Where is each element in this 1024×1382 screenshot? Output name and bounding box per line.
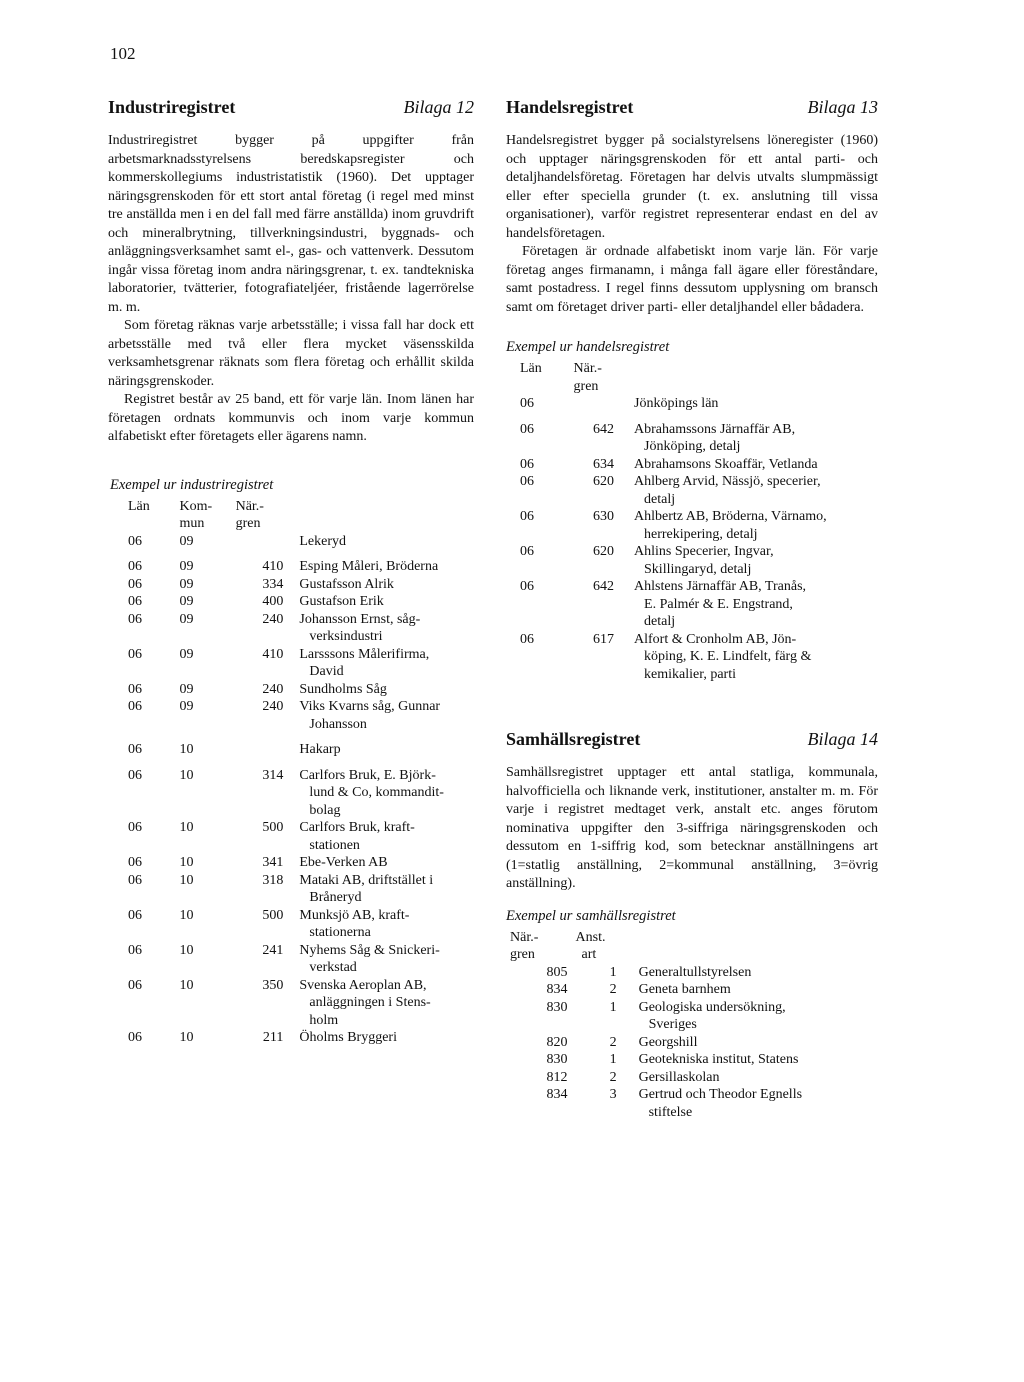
naringsgren-code: 500 [262,820,284,835]
kommun-code: 09 [179,611,194,627]
entry-name-continuation: bolag [309,802,341,818]
lan-code: 06 [128,681,142,697]
entry-name [299,611,474,646]
entry-name-line: Ebe-Verken AB [299,855,388,870]
naringsgren-code: 410 [262,646,284,662]
entry-name [639,964,878,982]
entry-name-continuation: herrekipering, detalj [644,526,758,542]
entry-name-line: Gustafsson Alrik [299,576,394,592]
table-header-row [506,378,878,396]
entry-name-continuation: anläggningen i Stens- [309,995,431,1010]
entry-name-line: Svenska Aeroplan AB, [299,977,427,993]
kommun-code: 10 [179,1030,194,1045]
naringsgren-code: 318 [262,872,284,888]
kommun-code: 10 [179,977,194,993]
entry-name-line: Gersillaskolan [638,1069,720,1085]
lan-code: 06 [128,533,142,549]
lan-code: 06 [128,646,142,662]
kommun-code: 10 [179,872,194,888]
table-row [506,413,878,456]
entry-name-line: Georgshill [638,1034,698,1050]
entry-name-line: Carlfors Bruk, E. Björk- [299,767,436,783]
entry-name-continuation: Skillingaryd, detalj [644,561,752,577]
section-body [506,132,878,317]
entry-name-line: Alfort & Cronholm AB, Jön- [634,631,797,647]
entry-name [299,1029,474,1047]
naringsgren-code: 834 [546,1087,568,1102]
lan-code: 06 [520,421,534,437]
table-row [108,872,474,907]
entry-name-line: Gertrud och Theodor Egnells [638,1087,803,1102]
naringsgren-code: 410 [262,559,284,574]
example-title: Exempel ur samhällsregistret [506,907,676,924]
section-title: Industriregistret [108,97,236,117]
kommun-code: 09 [179,699,194,714]
entry-name [634,578,878,631]
entry-name-line: Lekeryd [299,533,347,549]
table-row [506,508,878,543]
entry-name-line: Abrahamsons Skoaffär, Vetlanda [634,456,818,472]
section-body [506,764,878,894]
kommun-code: 10 [179,742,194,757]
paragraph: Registret består av 25 band, ett för varje län. Inom länen har företagen ordnats kommunvis och inom varje kommun alfabetiskt efter företagets eller ägarens namn. [108,392,474,444]
table-row [506,395,878,413]
entry-name-continuation: E. Palmér & E. Engstrand, [644,596,793,612]
entry-name-continuation: stationen [309,837,360,853]
entry-name-continuation: kemikalier, parti [644,666,736,682]
page-number: 102 [110,44,136,63]
entry-name-continuation: Sveriges [648,1017,697,1032]
entry-name [639,1069,878,1087]
bilaga-label: Bilaga 13 [807,97,878,117]
col-header-kommun: Kom- [179,498,213,514]
entry-name [299,550,474,576]
naringsgren-code: 820 [546,1034,568,1050]
paragraph: Företagen är ordnade alfabetiskt inom varje län. För varje företag anges firmanamn, i många fall ägare eller föreståndare, samt postadress. I regel finns dessutom upplysning om bransch samt om företaget driver parti- eller detaljhandel eller bådadera. [506,244,878,315]
table-header-row [506,360,878,378]
lan-code: 06 [128,1030,142,1045]
table-row [108,907,474,942]
lan-code: 06 [128,855,142,870]
entry-name-continuation: Johansson [309,716,367,732]
entry-name-continuation: detalj [644,491,676,507]
entry-name-line: Munksjö AB, kraft- [299,907,410,923]
naringsgren-code [236,733,300,759]
anstallning-art: 3 [609,1087,617,1102]
table-row [108,593,474,611]
entry-name [299,576,474,594]
kommun-code: 10 [179,907,194,923]
lan-code: 06 [520,544,534,559]
entry-name [634,395,878,413]
naringsgren-code: 620 [593,474,615,489]
naringsgren-code: 400 [262,594,284,609]
table-row [108,1029,474,1047]
naringsgren-code: 617 [593,631,615,647]
naringsgren-code: 240 [262,681,284,697]
entry-name-line: Geotekniska institut, Statens [638,1052,799,1067]
anstallning-art: 2 [609,1069,617,1085]
lan-code: 06 [520,631,534,647]
col-header-anst: Anst. [575,929,606,945]
entry-name-continuation: holm [309,1012,339,1028]
table-row [506,1086,878,1121]
table-row [506,456,878,474]
col-header-lan: Län [128,498,150,514]
entry-name-line: Ahlberg Arvid, Nässjö, specerier, [634,474,821,489]
table-row [506,1034,878,1052]
entry-name-line: Ahlbertz AB, Bröderna, Värnamo, [634,509,827,524]
entry-name-line: Johansson Ernst, såg- [299,611,421,627]
naringsgren-code: 620 [593,544,615,559]
entry-name [299,646,474,681]
kommun-code: 09 [179,646,194,662]
table-row [108,819,474,854]
entry-name [634,413,878,456]
section-title: Samhällsregistret [506,729,641,749]
naringsgren-code: 314 [262,767,284,783]
table-row [506,473,878,508]
entry-name [299,907,474,942]
entry-name [634,473,878,508]
entry-name [639,1034,878,1052]
entry-name-line: Nyhems Såg & Snickeri- [299,942,440,958]
naringsgren-code: 241 [262,942,284,958]
col-header-kommun-2: mun [179,516,205,531]
entry-name-line: Jönköpings län [634,396,719,411]
table-row [506,981,878,999]
lan-code: 06 [128,576,142,592]
bilaga-label: Bilaga 14 [807,729,878,749]
entry-name [299,759,474,820]
table-row [108,759,474,820]
entry-name-continuation: köping, K. E. Lindfelt, färg & [644,649,812,664]
entry-name [639,1051,878,1069]
entry-name [639,999,878,1034]
table-row [506,1051,878,1069]
entry-name [299,854,474,872]
table-row [108,681,474,699]
table-row [506,543,878,578]
lan-code: 06 [520,456,534,472]
table-row [506,631,878,684]
naringsgren-code: 341 [262,855,284,870]
naringsgren-code: 805 [546,964,568,980]
naringsgren-code: 830 [546,999,568,1015]
table-header-row [506,929,878,947]
kommun-code: 10 [179,942,194,958]
table-row [108,550,474,576]
table-row [108,977,474,1030]
naringsgren-code: 630 [593,509,615,524]
table-header-row [108,515,474,533]
entry-name [299,698,474,733]
section-heading [506,97,878,118]
table-header-row [506,946,878,964]
entry-name-continuation: David [309,664,344,679]
entry-name-continuation: stationerna [309,925,371,940]
entry-name-continuation: lund & Co, kommandit- [309,785,444,800]
entry-name [634,631,878,684]
col-header-nargren-2: gren [573,378,599,394]
naringsgren-code: 350 [262,977,284,993]
section-title: Handelsregistret [506,97,634,117]
entry-name-line: Carlfors Bruk, kraft- [299,820,415,835]
example-title: Exempel ur industriregistret [110,476,274,493]
entry-name-line: Öholms Bryggeri [299,1030,397,1045]
table-row [108,646,474,681]
naringsgren-code: 642 [593,579,615,594]
col-header-nargren: När.- [235,498,264,514]
kommun-code: 10 [179,855,194,870]
anstallning-art: 1 [609,1052,617,1067]
kommun-code: 10 [179,820,194,835]
entry-name-line: Geneta barnhem [638,982,731,997]
table-header-row [108,498,474,516]
entry-name-continuation: verkstad [309,960,357,975]
lan-code: 06 [520,579,534,594]
samhall-example-table [506,929,878,1122]
anstallning-art: 1 [609,999,617,1015]
lan-code: 06 [520,474,534,489]
lan-code: 06 [128,767,142,783]
lan-code: 06 [128,872,142,888]
table-row [108,942,474,977]
naringsgren-code: 634 [593,456,615,472]
entry-name-line: Generaltullstyrelsen [638,964,752,980]
entry-name-line: Sundholms Såg [299,681,387,697]
entry-name [299,819,474,854]
entry-name [639,1086,878,1121]
kommun-code: 10 [179,767,194,783]
entry-name [299,681,474,699]
entry-name-line: Geologiska undersökning, [638,999,786,1015]
naringsgren-code: 812 [546,1069,568,1085]
section-body [108,132,474,447]
table-row [108,611,474,646]
naringsgren-code: 834 [546,982,568,997]
col-header-nargren-2: gren [510,947,535,962]
paragraph: Industriregistret bygger på uppgifter från arbetsmarknadsstyrelsens beredskapsregister och kommerskollegiums industristatistik (1960). Det upptager näringsgrenskoden för ett stort antal företag (i regel med minst tre anställda men i en del fall med färre anställda) inom gruvdrift och mineralbrytning, tillverkningsindustri, byggnads- och anläggningsverksamhet samt el-, gas- och vattenverk. Dessutom ingår vissa företag inom andra näringsgrenar, t. ex. tandtekniska laboratorier, tvätterier, fotografiateljéer, fristående lagerrörelse m. m. [108,133,474,315]
table-row [506,999,878,1034]
entry-name-line: Esping Måleri, Bröderna [299,559,439,574]
naringsgren-code: 500 [262,907,284,923]
lan-code: 06 [128,559,142,574]
entry-name-continuation: verksindustri [309,629,383,644]
col-header-anst-2: art [581,947,597,962]
entry-name-line: Viks Kvarns såg, Gunnar [299,699,441,714]
entry-name [299,533,474,551]
entry-name-continuation: Bråneryd [309,890,362,905]
entry-name-line: Ahlstens Järnaffär AB, Tranås, [634,579,807,594]
entry-name-line: Ahlins Specerier, Ingvar, [634,544,774,559]
bilaga-label: Bilaga 12 [403,97,474,117]
kommun-code: 09 [179,559,194,574]
naringsgren-code [574,395,634,413]
col-header-nargren-2: gren [235,516,261,531]
table-row [108,698,474,733]
kommun-code: 09 [179,594,194,609]
example-title: Exempel ur handelsregistret [506,339,670,355]
naringsgren-code: 211 [262,1030,284,1045]
naringsgren-code: 334 [262,576,284,592]
table-row [108,533,474,551]
entry-name-line: Mataki AB, driftstället i [299,872,434,888]
entry-name [299,872,474,907]
paragraph: Handelsregistret bygger på socialstyrelsens löneregister (1960) och upptager näringsgrenskoden för ett antal parti- och detaljhandelsföretag. Företagen har delvis utvalts slumpmässigt eller efter speciella grunder (t. ex. anslutning till vissa organisationer), varför registret representerar endast en del av handelsföretagen. [506,133,878,241]
industriregistret-section [108,97,474,1047]
kommun-code: 09 [179,576,194,592]
lan-code: 06 [128,977,142,993]
table-row [506,964,878,982]
entry-name [634,508,878,543]
lan-code: 06 [128,611,142,627]
kommun-code: 09 [179,681,194,697]
naringsgren-code: 830 [546,1052,568,1067]
entry-name-continuation: Jönköping, detalj [644,439,741,454]
table-row [506,578,878,631]
table-row [108,733,474,759]
lan-code: 06 [520,396,534,411]
paragraph: Samhällsregistret upptager ett antal statliga, kommunala, halvofficiella och liknande verk, institutioner, anstalter m. m. För varje i registret medtaget verk, anstalt etc. anges förutom nominativa uppgifter den 3-siffriga näringsgrenskoden och dessutom en 1-siffrig kod, som betecknar anställningens art (1=statlig anställning, 2=kommunal anställning, 3=övrig anställning). [506,765,878,891]
paragraph: Som företag räknas varje arbetsställe; i vissa fall har dock ett arbetsställe med två eller flera mycket väsensskilda verksamhetsgrenar räknats som flera företag och erhållit skilda näringsgrenskoder. [108,318,474,389]
handel-example-table [506,360,878,683]
lan-code: 06 [128,594,142,609]
table-row [108,576,474,594]
industri-example-table [108,498,474,1047]
col-header-nargren: När.- [510,929,539,945]
anstallning-art: 2 [609,982,617,997]
lan-code: 06 [128,742,142,757]
entry-name [299,977,474,1030]
naringsgren-code [236,533,300,551]
entry-name-continuation: detalj [644,614,676,629]
lan-code: 06 [128,820,142,835]
naringsgren-code: 240 [262,699,284,714]
naringsgren-code: 642 [593,421,615,437]
entry-name [299,593,474,611]
col-header-lan: Län [520,361,542,376]
lan-code: 06 [520,509,534,524]
section-heading [506,729,878,750]
lan-code: 06 [128,907,142,923]
entry-name [639,981,878,999]
lan-code: 06 [128,699,142,714]
entry-name-continuation: stiftelse [648,1104,693,1120]
entry-name-line: Abrahamssons Järnaffär AB, [634,421,796,437]
entry-name [634,543,878,578]
entry-name-line: Larsssons Målerifirma, [299,646,430,662]
entry-name-line: Hakarp [299,742,341,757]
table-row [506,1069,878,1087]
lan-code: 06 [128,942,142,958]
right-column [506,97,878,1121]
entry-name [634,456,878,474]
entry-name-line: Gustafson Erik [299,594,384,609]
naringsgren-code: 240 [262,611,284,627]
anstallning-art: 1 [609,964,617,980]
anstallning-art: 2 [609,1034,617,1050]
table-row [108,854,474,872]
section-heading [108,97,474,118]
kommun-code: 09 [179,533,194,549]
entry-name [299,733,474,759]
col-header-nargren: När.- [573,361,602,376]
entry-name [299,942,474,977]
